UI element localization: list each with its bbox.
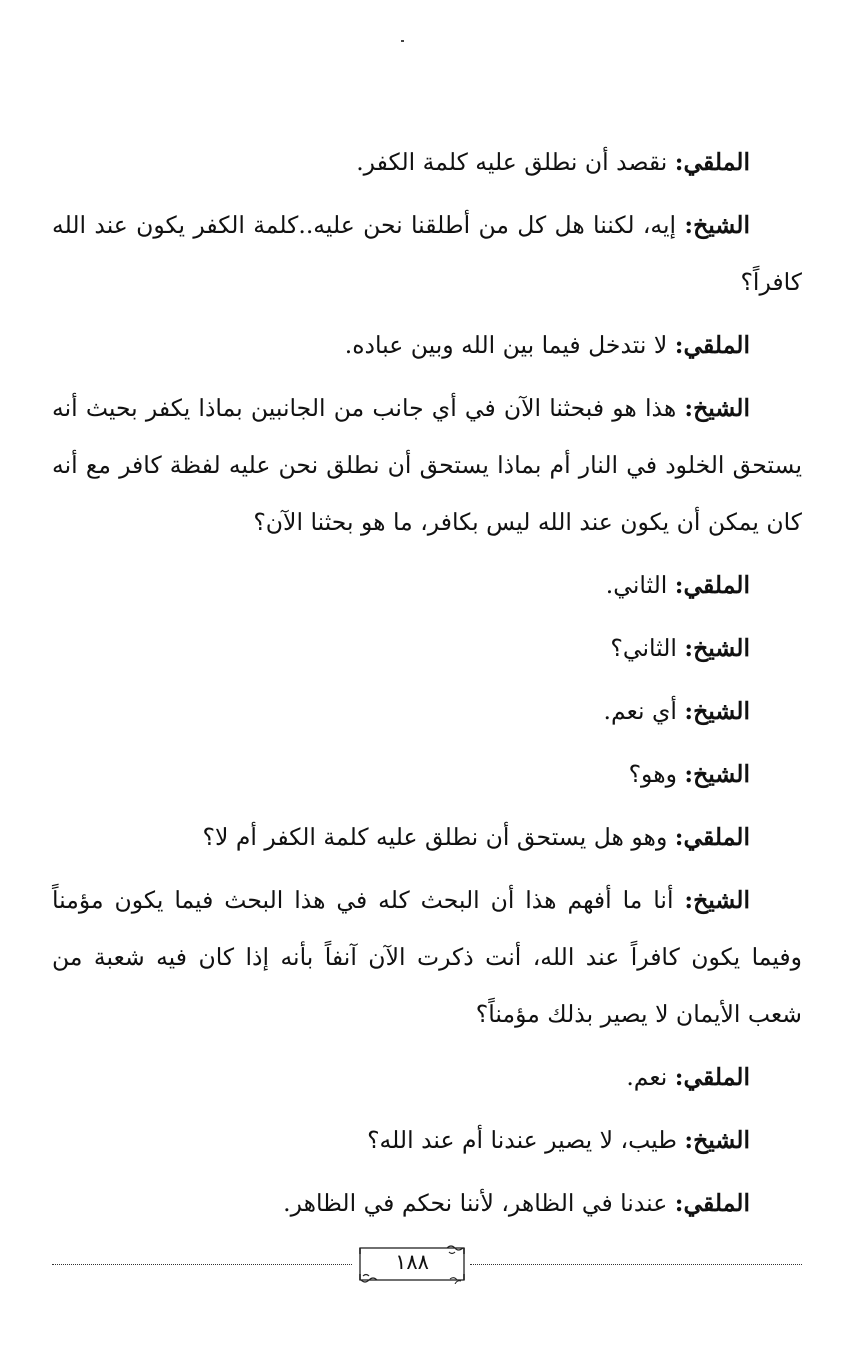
utterance-text: طيب، لا يصير عندنا أم عند الله؟ (367, 1126, 685, 1154)
utterance-text: وهو هل يستحق أن نطلق عليه كلمة الكفر أم لا؟ (202, 823, 675, 851)
utterance-text: أي نعم. (603, 697, 685, 725)
speaker-label: الملقي: (674, 1189, 750, 1217)
utterance-text: هذا هو فبحثنا الآن في أي جانب من الجانبين بماذا يكفر بحيث أنه يستحق الخلود في النار أم بماذا يستحق أن نطلق نحن عليه لفظة كافر مع أنه كان يمكن أن يكون عند الله ليس بكافر، ما هو بحثنا الآن؟ (52, 394, 802, 536)
speaker-label: الشيخ: (684, 886, 750, 914)
dialogue-text (52, 134, 802, 1238)
dialogue-paragraph (52, 809, 802, 866)
dialogue-paragraph (52, 1049, 802, 1106)
utterance-text: نعم. (626, 1063, 675, 1091)
dialogue-paragraph (52, 380, 802, 551)
print-speck (401, 40, 404, 42)
dialogue-paragraph (52, 1112, 802, 1169)
utterance-text: لا نتدخل فيما بين الله وبين عباده. (344, 331, 675, 359)
utterance-text: وهو؟ (628, 760, 685, 788)
utterance-text: عندنا في الظاهر، لأننا نحكم في الظاهر. (283, 1189, 675, 1217)
dialogue-paragraph (52, 317, 802, 374)
page-number: ١٨٨ (395, 1250, 429, 1274)
dialogue-paragraph (52, 197, 802, 311)
speaker-label: الملقي: (674, 331, 750, 359)
page-footer (52, 1238, 802, 1288)
dialogue-paragraph (52, 746, 802, 803)
speaker-label: الملقي: (674, 1063, 750, 1091)
speaker-label: الملقي: (674, 148, 750, 176)
speaker-label: الملقي: (674, 823, 750, 851)
utterance-text: الثاني. (605, 571, 675, 599)
page-number-frame (357, 1244, 467, 1284)
speaker-label: الملقي: (674, 571, 750, 599)
utterance-text: أنا ما أفهم هذا أن البحث كله في هذا البحث فيما يكون مؤمناً وفيما يكون كافراً عند الله، أنت ذكرت الآن آنفاً بأنه إذا كان فيه شعبة من شعب الأيمان لا يصير بذلك مؤمناً؟ (52, 886, 802, 1028)
speaker-label: الشيخ: (684, 1126, 750, 1154)
speaker-label: الشيخ: (684, 394, 750, 422)
dialogue-paragraph (52, 872, 802, 1043)
utterance-text: الثاني؟ (610, 634, 685, 662)
speaker-label: الشيخ: (684, 760, 750, 788)
dialogue-paragraph (52, 1175, 802, 1232)
utterance-text: نقصد أن نطلق عليه كلمة الكفر. (356, 148, 675, 176)
footer-dotted-rule (470, 1264, 802, 1265)
dialogue-paragraph (52, 557, 802, 614)
dialogue-paragraph (52, 683, 802, 740)
footer-dotted-rule (52, 1264, 352, 1265)
speaker-label: الشيخ: (684, 697, 750, 725)
dialogue-paragraph (52, 620, 802, 677)
speaker-label: الشيخ: (684, 211, 750, 239)
dialogue-paragraph (52, 134, 802, 191)
utterance-text: إيه، لكننا هل كل من أطلقنا نحن عليه..كلمة الكفر يكون عند الله كافراً؟ (52, 211, 802, 296)
speaker-label: الشيخ: (684, 634, 750, 662)
